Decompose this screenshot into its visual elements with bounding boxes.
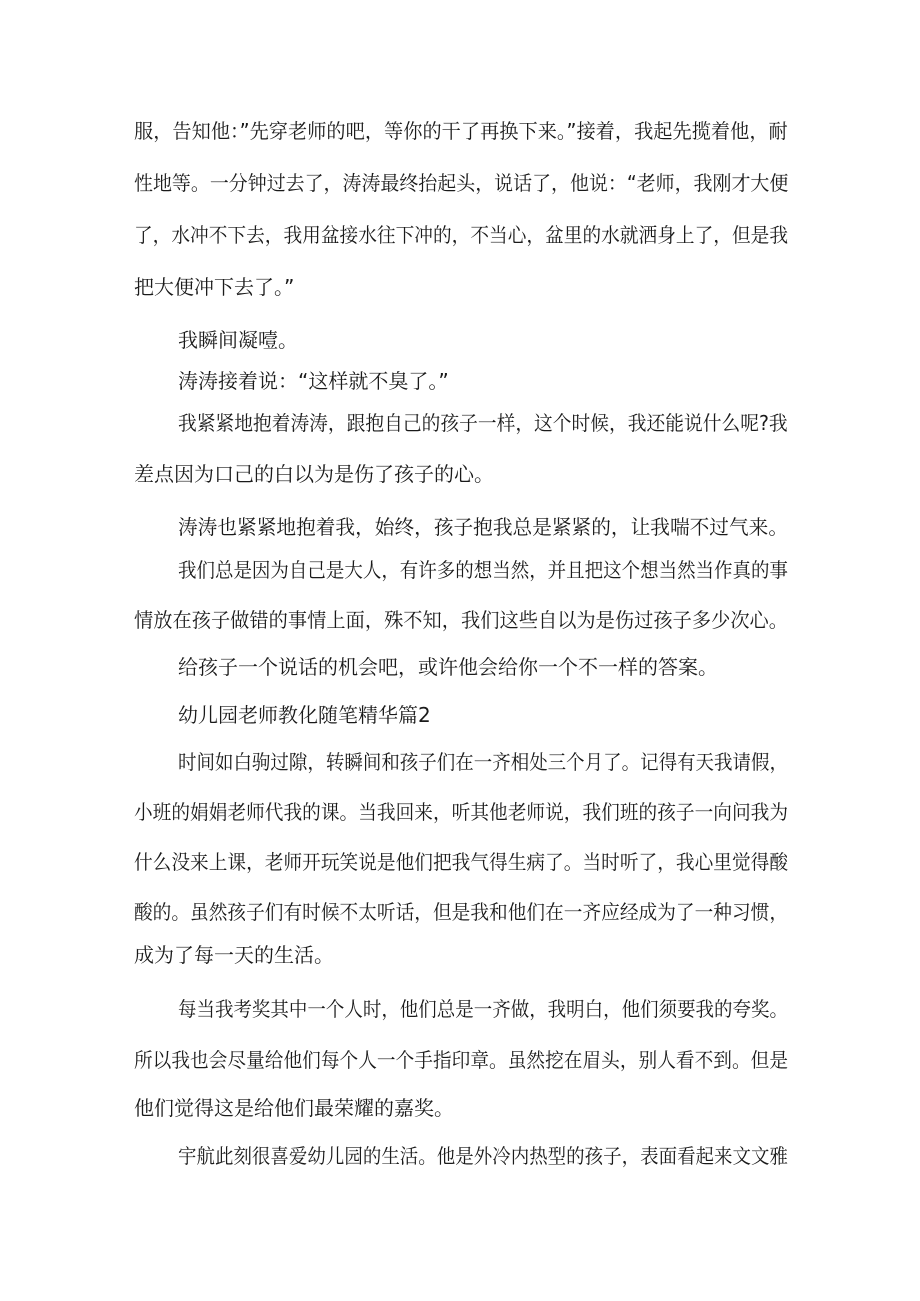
text-line	[0, 847, 920, 877]
text-line	[0, 555, 920, 585]
text-line	[0, 994, 920, 1024]
line-text: 每当我考奖其中一个人时，他们总是一齐做，我明白，他们须要我的夸奖。	[178, 997, 788, 1021]
text-line	[0, 459, 920, 489]
line-text: 什么没来上课，老师开玩笑说是他们把我气得生病了。当时听了，我心里觉得酸	[134, 850, 789, 874]
line-text: 涛涛也紧紧地抱着我，始终，孩子抱我总是紧紧的，让我喘不过气来。	[178, 515, 789, 539]
line-text: 他们觉得这是给他们最荣耀的嘉奖。	[134, 1096, 454, 1120]
line-text: 酸的。虽然孩子们有时候不太听话，但是我和他们在一齐应经成为了一种习惯，	[134, 900, 789, 924]
text-line	[0, 116, 920, 146]
line-text: 时间如白驹过隙，转瞬间和孩子们在一齐相处三个月了。记得有天我请假，	[178, 750, 788, 774]
text-line	[0, 747, 920, 777]
text-line	[0, 366, 920, 396]
line-text: 涛涛接着说：“这样就不臭了。”	[178, 369, 449, 393]
line-text: 我们总是因为自己是大人，有许多的想当然，并且把这个想当然当作真的事	[178, 558, 788, 582]
line-text: 服，告知他：”先穿老师的吧，等你的干了再换下来。”接着，我起先揽着他，耐	[134, 119, 788, 143]
text-line	[0, 220, 920, 250]
line-text: 性地等。一分钟过去了，涛涛最终抬起头，说话了，他说：“老师，我刚才大便	[134, 171, 789, 195]
text-line	[0, 797, 920, 827]
text-line	[0, 325, 920, 355]
text-line	[0, 897, 920, 927]
line-text: 我紧紧地抱着涛涛，跟抱自己的孩子一样，这个时候，我还能说什么呢?我	[178, 411, 788, 435]
line-text: 给孩子一个说话的机会吧，或许他会给你一个不一样的答案。	[178, 655, 718, 679]
line-text: 把大便冲下去了。”	[134, 275, 295, 299]
text-line	[0, 408, 920, 438]
text-line	[0, 168, 920, 198]
line-text: 小班的娟娟老师代我的课。当我回来，听其他老师说，我们班的孩子一向问我为	[134, 800, 789, 824]
line-text: 了，水冲不下去，我用盆接水往下冲的，不当心，盆里的水就洒身上了，但是我	[134, 223, 789, 247]
text-line	[0, 1045, 920, 1075]
line-text: 情放在孩子做错的事情上面，殊不知，我们这些自以为是伤过孩子多少次心。	[134, 608, 789, 632]
text-line	[0, 1141, 920, 1171]
line-text: 成为了每一天的生活。	[134, 943, 334, 967]
section-heading	[0, 700, 920, 730]
text-line	[0, 1093, 920, 1123]
text-line	[0, 272, 920, 302]
line-text: 所以我也会尽量给他们每个人一个手指印章。虽然挖在眉头，别人看不到。但是	[134, 1048, 789, 1072]
line-text: 差点因为口己的白以为是伤了孩子的心。	[134, 462, 494, 486]
heading-text: 幼儿园老师教化随笔精华篇2	[178, 703, 431, 727]
text-line	[0, 940, 920, 970]
line-text: 我瞬间凝噎。	[178, 328, 298, 352]
text-line	[0, 605, 920, 635]
text-line	[0, 652, 920, 682]
text-line	[0, 512, 920, 542]
line-text: 宇航此刻很喜爱幼儿园的生活。他是外冷内热型的孩子，表面看起来文文雅	[178, 1144, 788, 1168]
